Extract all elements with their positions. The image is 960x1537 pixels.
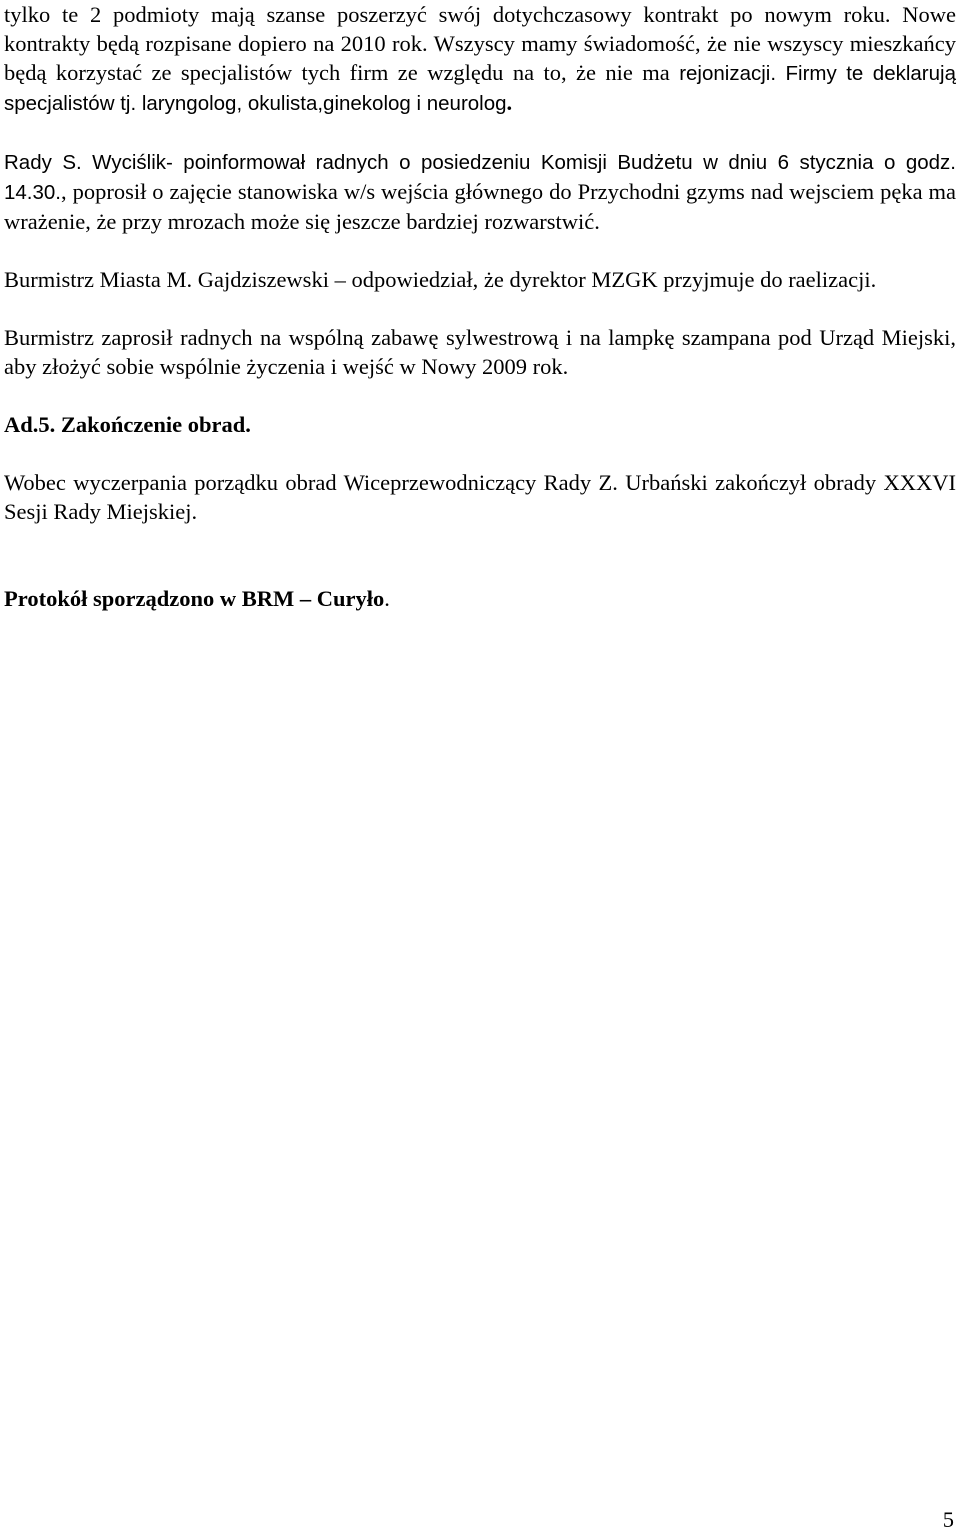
page-number: 5 — [942, 1507, 954, 1532]
protocol-author-period: . — [384, 586, 390, 611]
paragraph-contracts-sans-text: rejonizacji. Firmy te deklarują specjalistów tj. laryngolog, okulista,ginekolog i neurolog — [4, 62, 956, 115]
document-page — [4, 0, 956, 613]
paragraph-contracts-period: . — [506, 90, 513, 115]
protocol-author-text: Protokół sporządzono w BRM – Curyło — [4, 586, 385, 611]
paragraph-mayor-response: Burmistrz Miasta M. Gajdziszewski – odpowiedział, że dyrektor MZGK przyjmuje do raelizacji. — [4, 267, 877, 292]
paragraph-budget-committee-sans-text: Rady S. Wyciślik- poinformował radnych o posiedzeniu Komisji Budżetu w dniu 6 stycznia o godz. 14.30. — [4, 151, 956, 204]
paragraph-contracts-text: tylko te 2 podmioty mają szanse poszerzyć swój dotychczasowy kontrakt po nowym roku. Nowe kontrakty będą rozpisane dopiero na 2010 rok. Wszyscy mamy świadomość, że nie wszyscy mieszkańcy będą korzystać ze specjalistów tych firm ze względu na to, że nie ma — [4, 2, 956, 85]
paragraph-contracts — [4, 0, 956, 118]
paragraph-budget-committee-text: , poprosił o zajęcie stanowiska w/s wejścia głównego do Przychodni gzyms nad wejsciem pęka ma wrażenie, że przy mrozach może się jeszcze bardziej rozwarstwić. — [4, 179, 956, 234]
paragraph-closing-session: Wobec wyczerpania porządku obrad Wiceprzewodniczący Rady Z. Urbański zakończył obrady XXXVI Sesji Rady Miejskiej. — [4, 470, 956, 524]
section-heading-closing: Ad.5. Zakończenie obrad. — [4, 412, 251, 437]
paragraph-mayor-invitation: Burmistrz zaprosił radnych na wspólną zabawę sylwestrową i na lampkę szampana pod Urząd Miejski, aby złożyć sobie wspólnie życzenia i wejść w Nowy 2009 rok. — [4, 325, 956, 379]
paragraph-budget-committee — [4, 147, 956, 236]
protocol-author-line — [4, 584, 956, 613]
